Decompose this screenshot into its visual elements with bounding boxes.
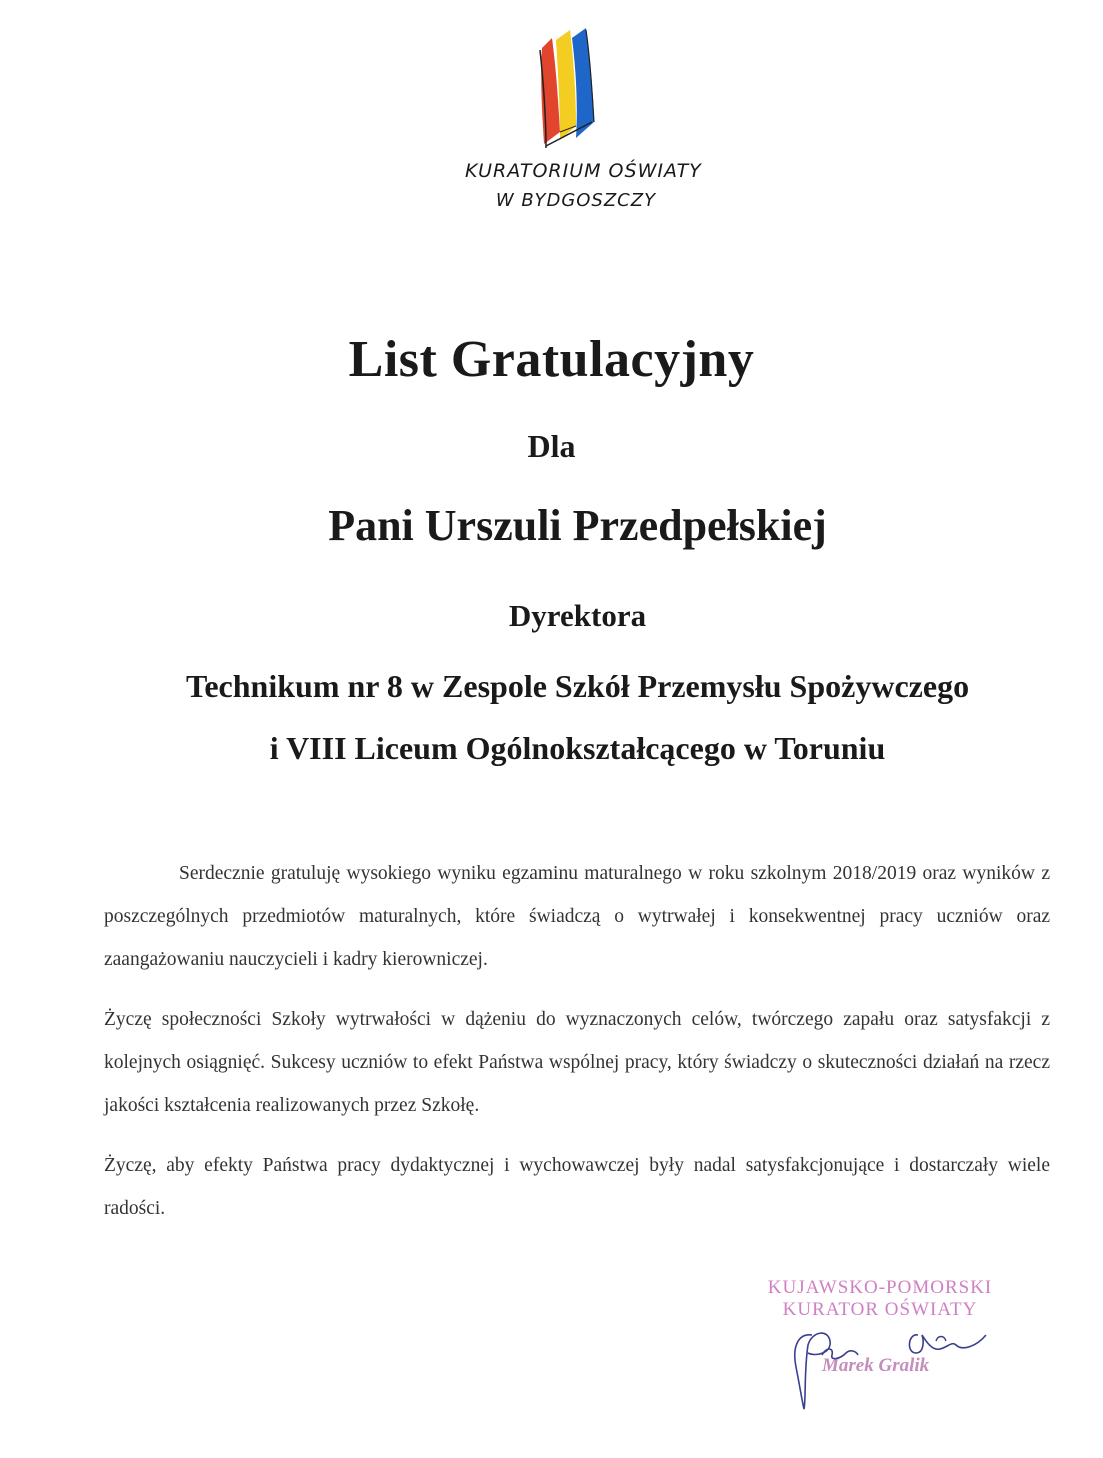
stamp-line2: KURATOR OŚWIATY (782, 1299, 978, 1320)
official-stamp (700, 1275, 1080, 1435)
body-paragraph-1: Serdecznie gratuluję wysokiego wyniku egzaminu maturalnego w roku szkolnym 2018/2019 oraz wyników z poszczególnych przedmiotów maturalnych, które świadczą o wytrwałej i konsekwentnej pracy uczniów oraz zaangażowaniu nauczycieli i kadry kierowniczej. (104, 863, 1050, 970)
letter-for: Dla (527, 428, 576, 464)
stamp-line1: KUJAWSKO-POMORSKI (767, 1277, 993, 1298)
letter-title: List Gratulacyjny (348, 331, 755, 388)
stamp-signatory-name: Marek Gralik (822, 1355, 930, 1376)
logo-text-line2: W BYDGOSZCZY (495, 190, 657, 211)
recipient-role: Dyrektora (508, 598, 647, 633)
school-name-line2: i VIII Liceum Ogólnokształcącego w Toruniu (269, 730, 886, 766)
body-paragraph-3: Życzę, aby efekty Państwa pracy dydaktycznej i wychowawczej były nadal satysfakcjonujące i dostarczały wiele radości. (104, 1155, 1050, 1219)
book-pages-logo-icon (530, 28, 630, 158)
school-name-line1: Technikum nr 8 w Zespole Szkół Przemysłu Spożywczego (185, 668, 970, 704)
body-paragraph-2: Życzę społeczności Szkoły wytrwałości w dążeniu do wyznaczonych celów, twórczego zapału oraz satysfakcji z kolejnych osiągnięć. Sukcesy uczniów to efekt Państwa wspólnej pracy, który świadczy o skuteczności działań na rzecz jakości kształcenia realizowanych przez Szkołę. (104, 1009, 1050, 1116)
handwritten-signature-icon (700, 1275, 1080, 1435)
recipient-name: Pani Urszuli Przedpełskiej (328, 501, 827, 550)
logo-text-line1: KURATORIUM OŚWIATY (465, 160, 702, 182)
kuratorium-logo (465, 28, 702, 228)
